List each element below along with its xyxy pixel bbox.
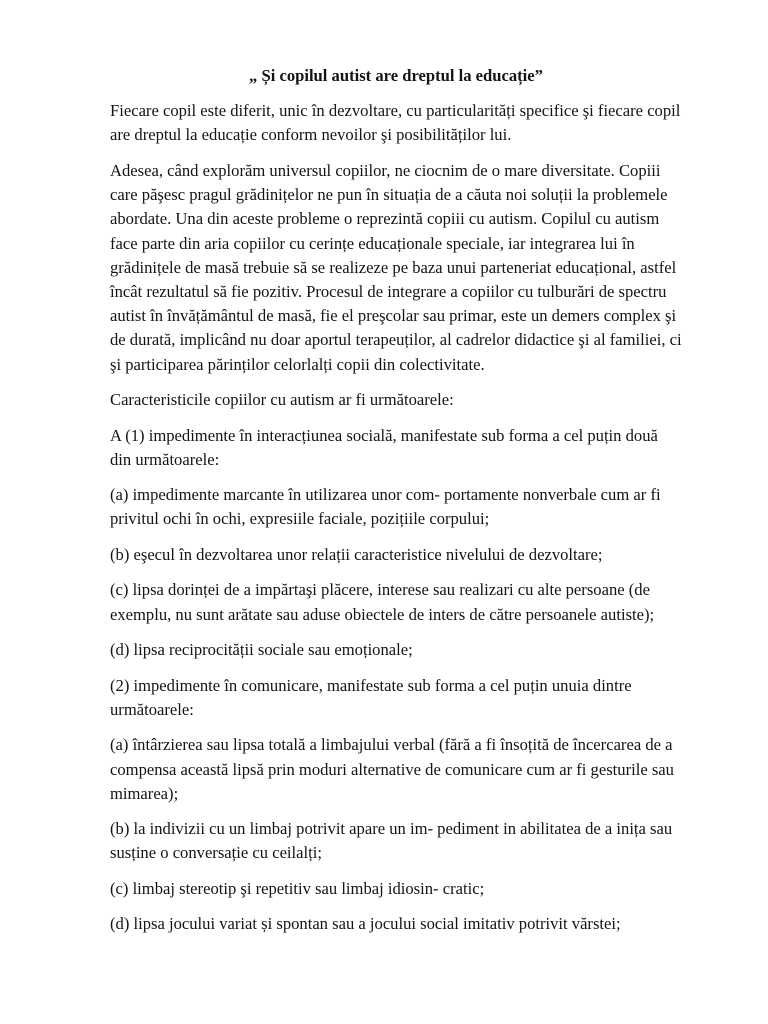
paragraph-a1-d: (d) lipsa reciprocității sociale sau emoționale; [110, 640, 413, 660]
paragraph-a2-d: (d) lipsa jocului variat și spontan sau a jocului social imitativ potrivit vărstei; [110, 914, 621, 934]
paragraph-intro: Fiecare copil este diferit, unic în dezvoltare, cu particularități specifice şi fiecare copil are dreptul la educație conform nevoilor şi posibilităților lui. [110, 101, 681, 145]
paragraph-a1-c: (c) lipsa dorinței de a impărtaşi plăcere, interese sau realizari cu alte persoane (de exemplu, nu sunt arătate sau aduse obiectele de inters de către persoanele autiste); [110, 580, 655, 624]
paragraph-a1-b: (b) eşecul în dezvoltarea unor relații caracteristice nivelului de dezvoltare; [110, 544, 603, 564]
paragraph-a2-c: (c) limbaj stereotip şi repetitiv sau limbaj idiosin- cratic; [110, 878, 485, 898]
paragraph-a1: A (1) impedimente în interacțiunea socială, manifestate sub forma a cel puțin două din următoarele: [110, 425, 658, 469]
paragraph-context: Adesea, când explorăm universul copiilor, ne ciocnim de o mare diversitate. Copiii care păşesc pragul grădinițelor ne pun în situația de a căuta noi soluții la problemele abordate. Una din aceste probleme o reprezintă copiii cu autism. Copilul cu autism face parte din aria copiilor cu cerințe educaționale speciale, iar integrarea lui în grădinițele de masă trebuie să se realizeze pe baza unui parteneriat educațional, astfel încât rezultatul să fie pozitiv. Procesul de integrare a copiilor cu tulburări de spectru autist în învățământul de masă, fie el preşcolar sau primar, este un demers complex şi de durată, implicând nu doar aportul terapeuților, al cadrelor didactice şi al familiei, ci şi participarea părinților celorlalți copii din colectivitate. [110, 160, 682, 374]
paragraph-a2-a: (a) întârzierea sau lipsa totală a limbajului verbal (fără a fi însoțită de încercarea de a compensa această lipsă prin moduri alternative de comunicare cum ar fi gesturile sau mimarea); [110, 735, 674, 803]
paragraph-a2-b: (b) la indivizii cu un limbaj potrivit apare un im- pediment in abilitatea de a inița sau susține o conversație cu ceilalți; [110, 819, 673, 863]
paragraph-characteristics-heading: Caracteristicile copiilor cu autism ar fi următoarele: [110, 390, 454, 410]
paragraph-a1-a: (a) impedimente marcante în utilizarea unor com- portamente nonverbale cum ar fi privitul ochi în ochi, expresiile faciale, pozițiile corpului; [110, 485, 661, 529]
paragraph-a2: (2) impedimente în comunicare, manifestate sub forma a cel puțin unuia dintre următoarele: [110, 675, 632, 719]
document-title: „ Și copilul autist are dreptul la educație” [249, 66, 543, 85]
document-page [110, 64, 682, 948]
